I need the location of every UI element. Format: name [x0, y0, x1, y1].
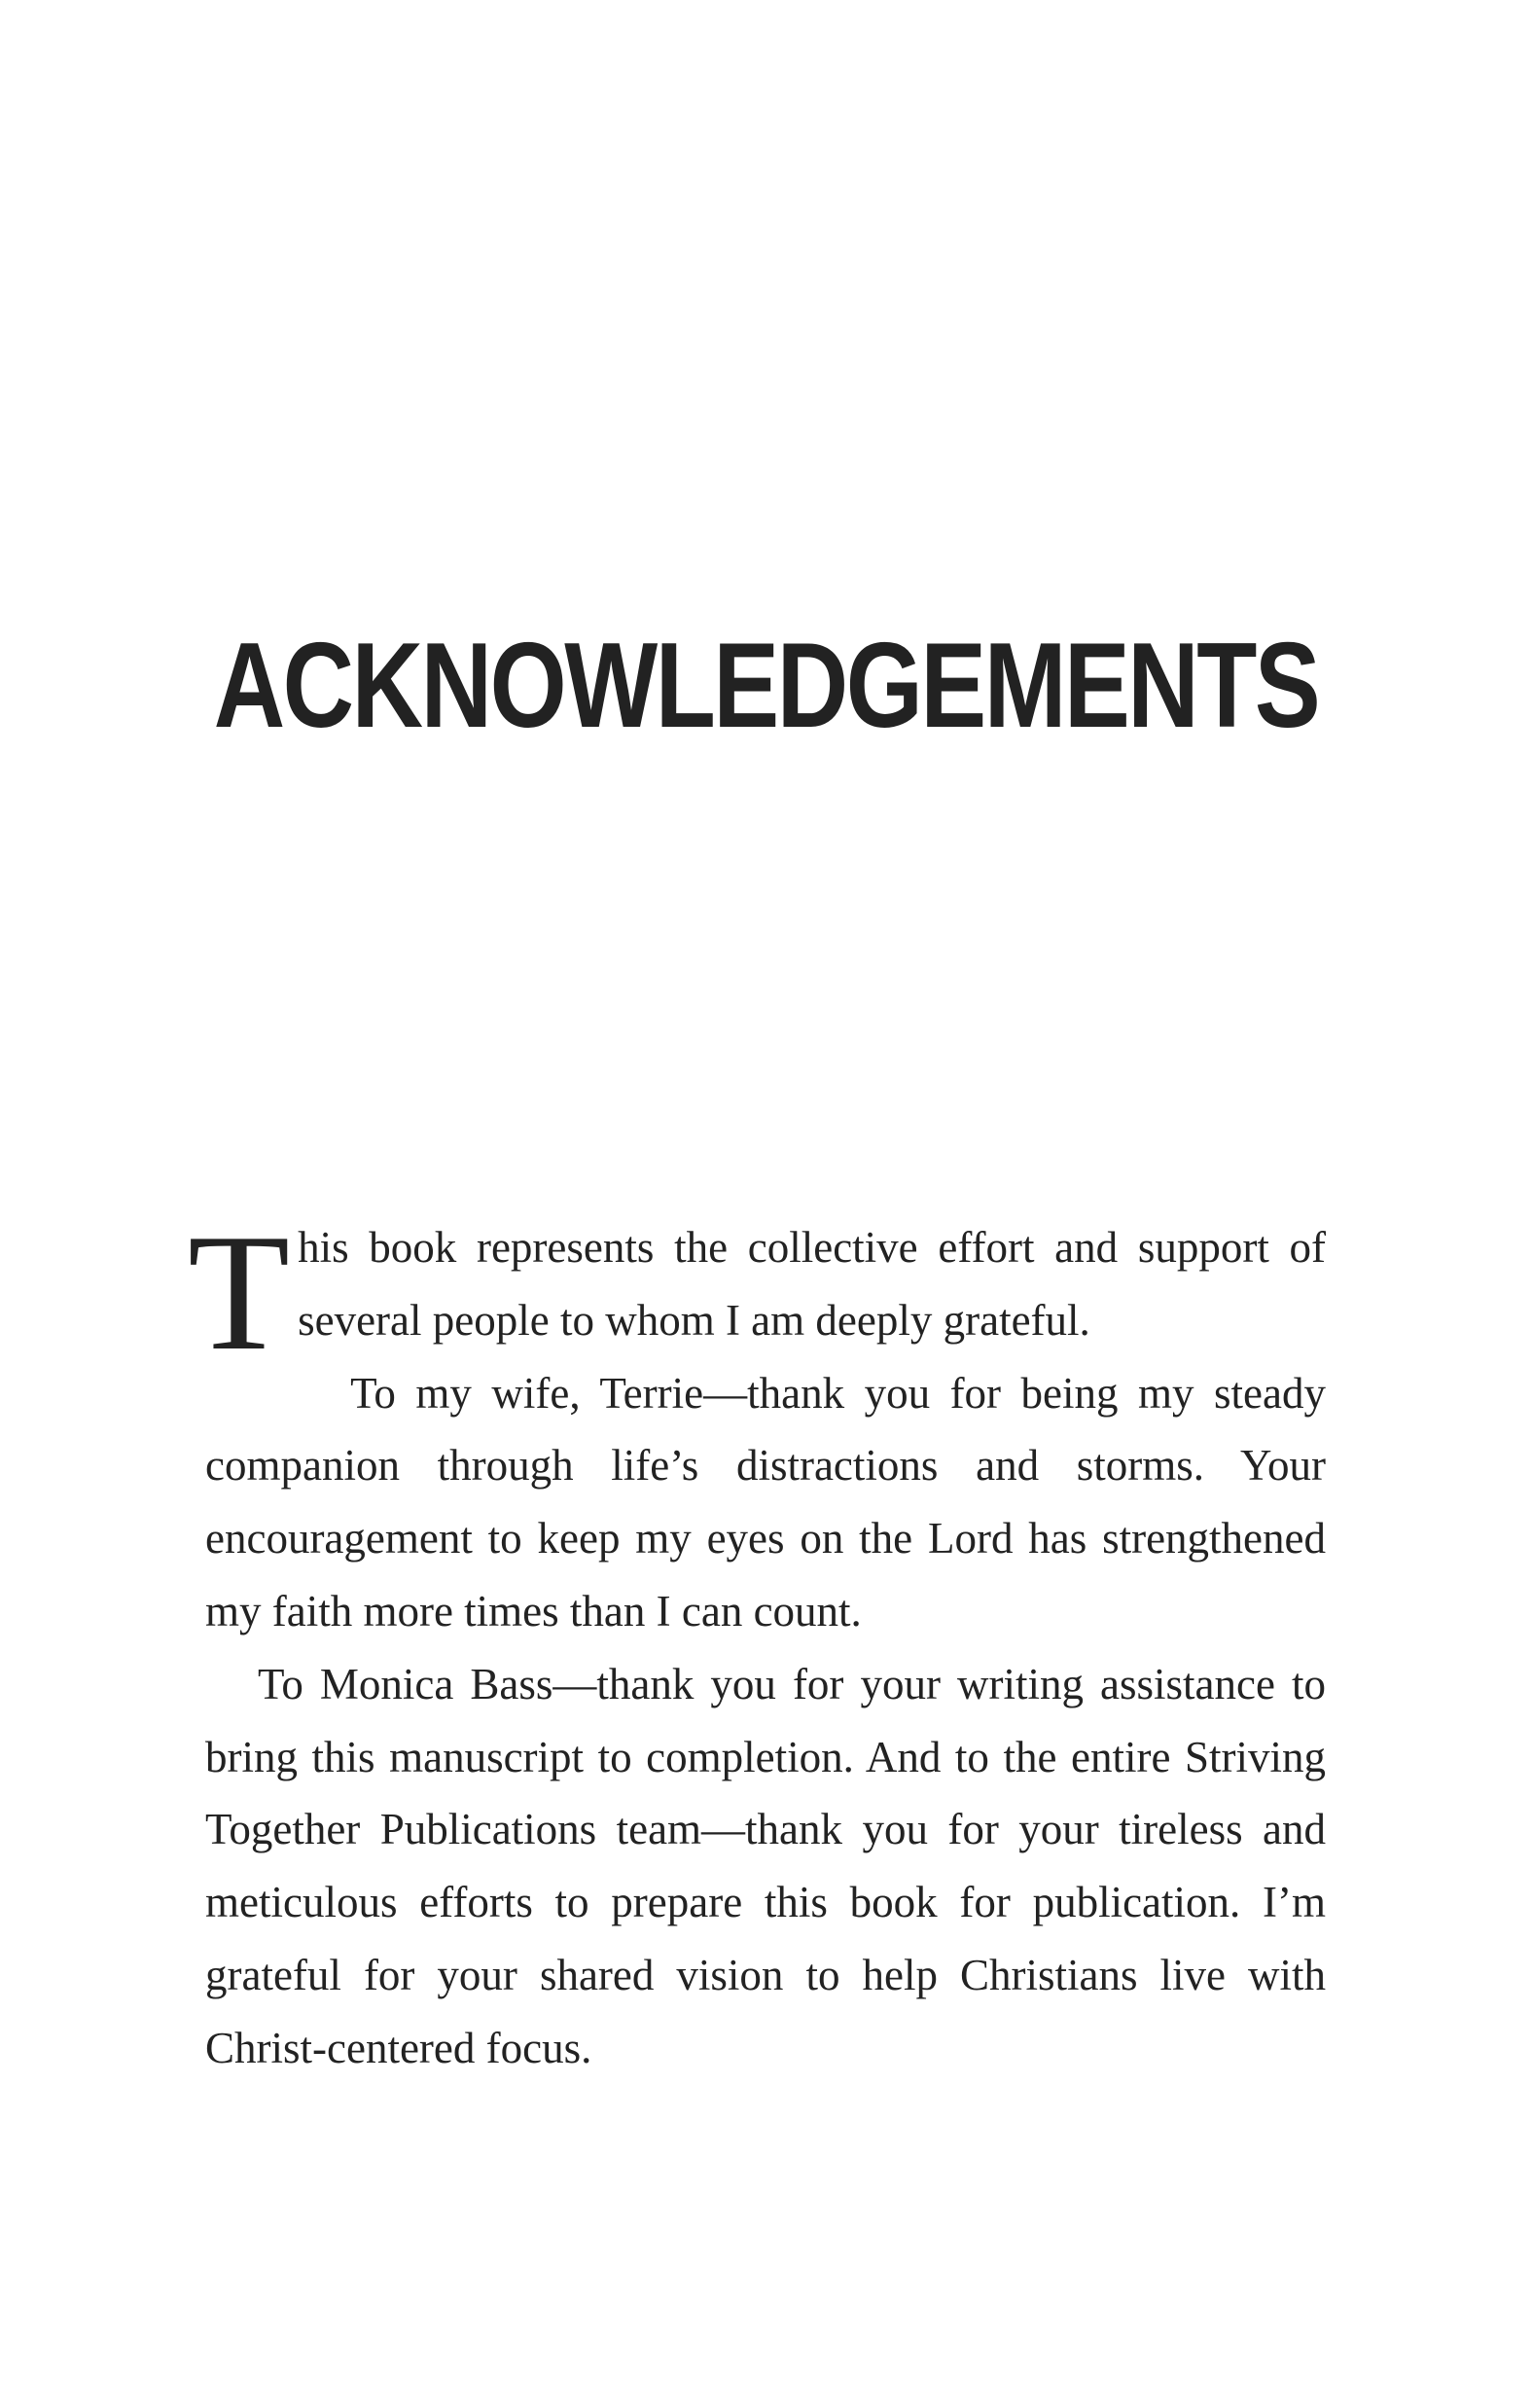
paragraph-1-text: his book represents the collective effort and support of several people to whom I am deeply grateful. — [298, 1223, 1326, 1345]
paragraph-3: To Monica Bass—thank you for your writing assistance to bring this manuscript to completion. And to the entire Striving Together Publications team—thank you for your tireless and meticulous efforts to prepare this book for publication. I’m grateful for your shared vision to help Christians live with Christ-centered focus. — [205, 1659, 1326, 2072]
drop-cap: T — [188, 1201, 291, 1385]
body-text — [188, 1201, 1326, 2085]
paragraph-2: To my wife, Terrie—thank you for being my steady companion through life’s distractions and storms. Your encouragement to keep my eyes on the Lord has strengthened my faith more times than I can count. — [205, 1368, 1326, 1635]
chapter-title: ACKNOWLEDGEMENTS — [213, 619, 1319, 753]
paragraph-1 — [188, 1201, 1326, 1385]
